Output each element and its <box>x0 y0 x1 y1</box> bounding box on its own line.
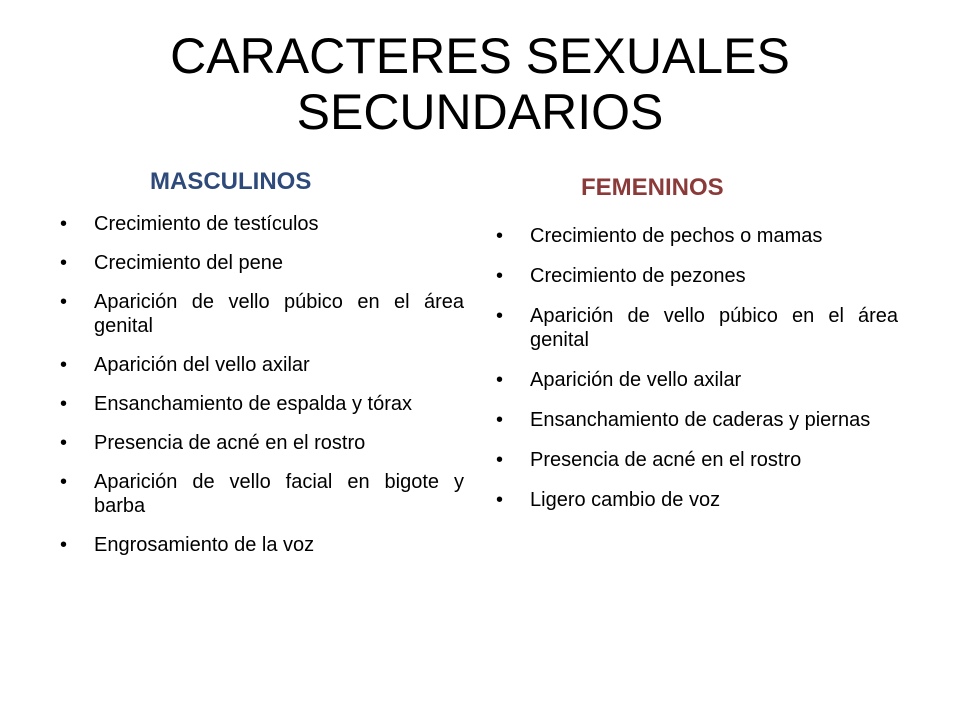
list-item-text: Crecimiento de pechos o mamas <box>530 225 823 247</box>
list-item <box>60 392 464 416</box>
list-item <box>60 533 464 557</box>
list-item <box>60 470 464 518</box>
list-item <box>496 448 898 472</box>
slide-title-line-2: SECUNDARIOS <box>296 84 664 140</box>
list-item <box>60 353 464 377</box>
list-item-text: Engrosamiento de la voz <box>94 534 315 556</box>
list-item-text: Crecimiento de testículos <box>94 213 319 235</box>
list-item-text: Crecimiento de pezones <box>530 265 746 287</box>
femeninos-heading: FEMENINOS <box>581 174 724 201</box>
list-item-text: Presencia de acné en el rostro <box>94 432 366 454</box>
list-item-text: Aparición de vello facial en bigote y barba <box>94 471 464 517</box>
bullet-icon: • <box>496 369 504 391</box>
list-item <box>496 224 898 248</box>
list-item-text: Aparición de vello púbico en el área genital <box>94 291 464 337</box>
list-item-text: Ligero cambio de voz <box>530 489 721 511</box>
list-item <box>496 264 898 288</box>
list-item <box>496 368 898 392</box>
slide-title-line-1: CARACTERES SEXUALES <box>170 28 790 84</box>
list-item-text: Aparición de vello axilar <box>530 369 742 391</box>
masculinos-heading: MASCULINOS <box>150 168 312 195</box>
masculinos-column <box>60 166 464 572</box>
list-item <box>60 290 464 338</box>
list-item-text: Ensanchamiento de caderas y piernas <box>530 409 871 431</box>
bullet-icon: • <box>60 534 68 556</box>
list-item <box>496 408 898 432</box>
list-item-text: Ensanchamiento de espalda y tórax <box>94 393 412 415</box>
slide-title <box>0 28 960 140</box>
bullet-icon: • <box>60 213 68 235</box>
bullet-icon: • <box>60 393 68 415</box>
bullet-icon: • <box>60 471 68 493</box>
list-item <box>60 431 464 455</box>
bullet-icon: • <box>496 409 504 431</box>
list-item-text: Aparición del vello axilar <box>94 354 310 376</box>
bullet-icon: • <box>60 291 68 313</box>
bullet-icon: • <box>496 225 504 247</box>
femeninos-list <box>496 224 898 512</box>
list-item-text: Aparición de vello púbico en el área genital <box>530 305 898 351</box>
femeninos-column <box>496 172 898 528</box>
list-item <box>496 488 898 512</box>
bullet-icon: • <box>496 305 504 327</box>
masculinos-list <box>60 212 464 557</box>
list-item <box>60 212 464 236</box>
bullet-icon: • <box>496 489 504 511</box>
list-item <box>60 251 464 275</box>
bullet-icon: • <box>60 432 68 454</box>
bullet-icon: • <box>496 449 504 471</box>
list-item <box>496 304 898 352</box>
bullet-icon: • <box>60 252 68 274</box>
list-item-text: Crecimiento del pene <box>94 252 283 274</box>
bullet-icon: • <box>496 265 504 287</box>
list-item-text: Presencia de acné en el rostro <box>530 449 802 471</box>
bullet-icon: • <box>60 354 68 376</box>
